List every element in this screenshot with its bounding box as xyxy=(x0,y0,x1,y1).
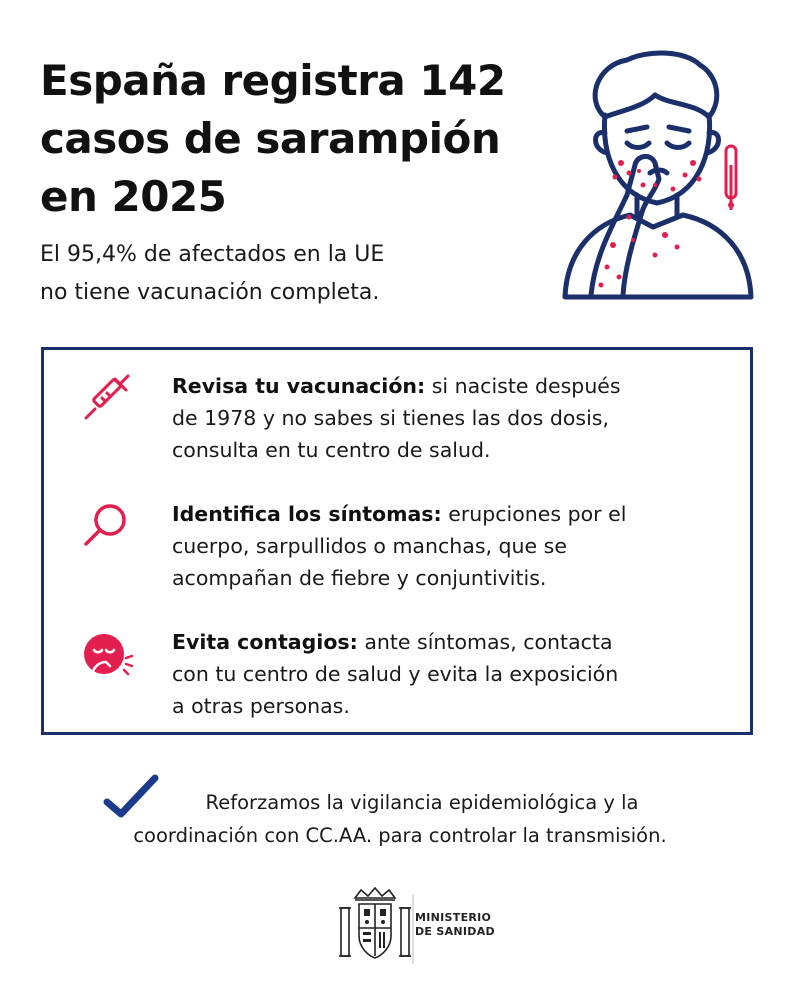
tip-text xyxy=(172,626,732,722)
tip-line: acompañan de fiebre y conjuntivitis. xyxy=(172,566,547,590)
footer-line: coordinación con CC.AA. para controlar la transmisión. xyxy=(133,824,667,847)
tip-line: cuerpo, sarpullidos o manchas, que se xyxy=(172,534,567,558)
tips-panel xyxy=(41,347,753,735)
title-line: casos de sarampión xyxy=(40,114,501,163)
sick-person-illustration xyxy=(555,45,760,305)
thermometer-icon xyxy=(726,146,736,210)
tip-line: erupciones por el xyxy=(441,502,627,526)
title-line: España registra 142 xyxy=(40,56,506,105)
ministry-line: DE SANIDAD xyxy=(415,925,495,938)
magnifier-icon xyxy=(78,498,134,554)
tip-heading: Revisa tu vacunación: xyxy=(172,374,426,398)
subtitle-line: no tiene vacunación completa. xyxy=(40,280,380,305)
footer-note xyxy=(0,786,800,852)
subtitle xyxy=(40,236,500,312)
ministry-line: MINISTERIO xyxy=(415,911,492,924)
tip-first-line xyxy=(172,626,732,658)
syringe-icon xyxy=(78,370,134,426)
tip-text xyxy=(172,498,732,594)
subtitle-line: El 95,4% de afectados en la UE xyxy=(40,242,385,267)
tip-text xyxy=(172,370,732,466)
footer-line: Reforzamos la vigilancia epidemiológica y la xyxy=(205,791,639,814)
tip-line: ante síntomas, contacta xyxy=(357,630,613,654)
tip-heading: Evita contagios: xyxy=(172,630,358,654)
tip-first-line xyxy=(172,370,732,402)
title-line: en 2025 xyxy=(40,172,227,221)
tip-line: si naciste después xyxy=(425,374,621,398)
tip-line: a otras personas. xyxy=(172,694,350,718)
tip-heading: Identifica los síntomas: xyxy=(172,502,442,526)
tip-line: con tu centro de salud y evita la exposición xyxy=(172,662,619,686)
sneezing-person-icon xyxy=(78,626,134,682)
ministry-name xyxy=(415,911,495,939)
page-title xyxy=(40,52,580,226)
tip-line: de 1978 y no sabes si tienes las dos dosis, xyxy=(172,406,609,430)
tip-first-line xyxy=(172,498,732,530)
tip-line: consulta en tu centro de salud. xyxy=(172,438,491,462)
